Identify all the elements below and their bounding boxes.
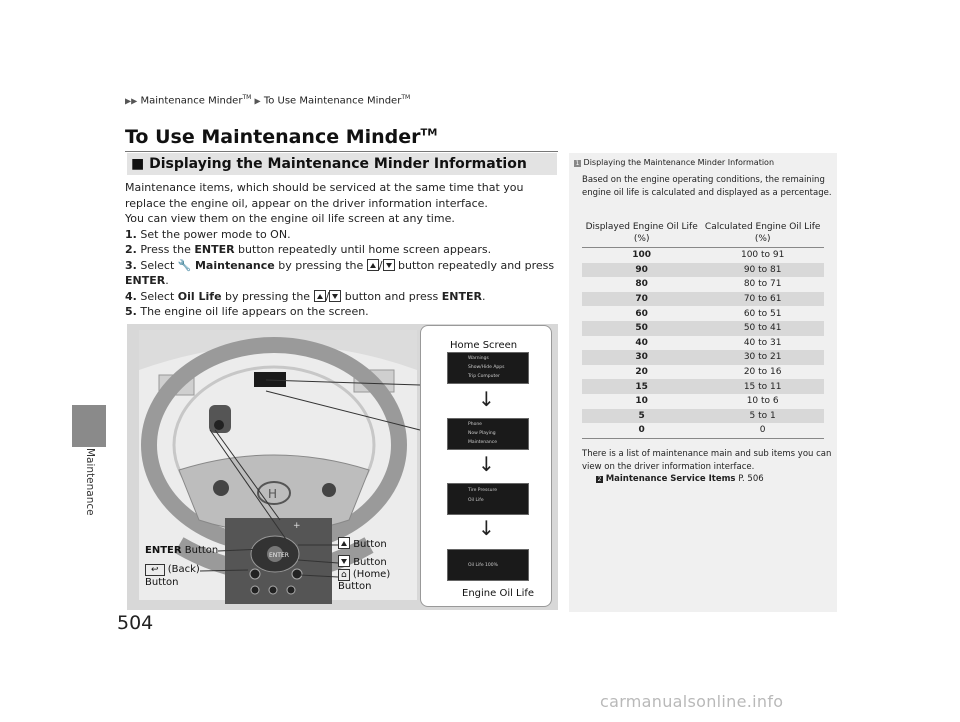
- down-button-label: Button: [338, 555, 387, 568]
- arrow-down-icon: ↓: [478, 452, 495, 476]
- back-button-caption: Button: [145, 577, 179, 588]
- table-row: 70 70 to 61: [582, 292, 824, 307]
- note-text: Based on the engine operating conditions, the remaining engine oil life is calculated and displayed as a percentage.: [582, 175, 832, 198]
- breadcrumb-part2[interactable]: To Use Maintenance Minder: [263, 95, 402, 107]
- oil-life-screen-display: Oil Life 100%: [447, 549, 529, 581]
- breadcrumb-arrow-icon: ▶▶: [125, 96, 138, 106]
- breadcrumb-arrow-icon: ▶: [254, 96, 261, 106]
- trademark: TM: [242, 94, 252, 101]
- home-button-caption: Button: [338, 581, 372, 592]
- table-header-displayed: Displayed Engine Oil Life (%): [582, 219, 701, 248]
- home-screen-display: Warnings Show/Hide Apps Trip Computer: [447, 352, 529, 384]
- back-button-label: ↩ (Back): [145, 564, 200, 576]
- page-number: 504: [117, 612, 154, 634]
- section-heading-text: Displaying the Maintenance Minder Information: [149, 156, 527, 172]
- home-button-label: ⌂ (Home): [338, 569, 390, 581]
- engine-oil-life-label: Engine Oil Life: [462, 588, 535, 599]
- table-row: 0 0: [582, 423, 824, 438]
- menu-screen-display: Phone Now Playing Maintenance: [447, 418, 529, 450]
- table-row: 10 10 to 6: [635, 396, 779, 407]
- section-marker-icon: ■: [131, 156, 145, 172]
- down-key-icon: [338, 555, 350, 567]
- table-row: 90 90 to 81: [582, 263, 824, 278]
- table-row: 50 50 to 41: [582, 321, 824, 336]
- step-3: 3. Select 🔧 Maintenance by pressing the / button repeatedly and press ENTER.: [125, 258, 555, 287]
- intro-paragraph-2: You can view them on the engine oil life screen at any time.: [125, 212, 455, 225]
- arrow-down-icon: ↓: [478, 387, 495, 411]
- step-1: 1. Set the power mode to ON.: [125, 227, 291, 241]
- svg-text:+: +: [293, 521, 301, 531]
- note-heading: 1 Displaying the Maintenance Minder Information: [575, 158, 775, 167]
- trademark: TM: [401, 94, 411, 101]
- note-footer-text: There is a list of maintenance main and sub items you can view on the driver information interface.: [582, 449, 832, 472]
- table-row: 15 15 to 11: [582, 379, 824, 394]
- back-icon: ↩: [145, 564, 165, 576]
- step-5: 5. The engine oil life appears on the screen.: [125, 305, 369, 318]
- svg-text:H: H: [268, 487, 278, 501]
- svg-text:ENTER: ENTER: [269, 552, 289, 559]
- page-title-text: To Use Maintenance Minder: [125, 126, 421, 148]
- note-footer: [582, 448, 834, 486]
- maintenance-screen-display: Tire Pressure Oil Life: [447, 483, 529, 515]
- wrench-icon: 🔧: [177, 258, 192, 272]
- watermark: carmanualsonline.info: [600, 692, 784, 711]
- trademark: TM: [420, 127, 438, 139]
- breadcrumb-part1[interactable]: Maintenance Minder: [140, 95, 243, 107]
- step-2: 2. Press the ENTER button repeatedly until home screen appears.: [125, 243, 492, 256]
- enter-button-label: ENTER Button: [145, 545, 219, 556]
- table-row: 5 5 to 1: [582, 409, 824, 424]
- reference-arrow-icon: 2: [597, 476, 602, 483]
- up-key-icon: [338, 537, 350, 549]
- home-icon: ⌂: [338, 569, 350, 581]
- table-row: 80 80 to 71: [635, 279, 782, 290]
- table-header-calculated: Calculated Engine Oil Life (%): [701, 219, 824, 248]
- section-side-label: Maintenance: [84, 448, 96, 516]
- table-row: 40 40 to 31: [635, 337, 782, 348]
- arrow-down-icon: ↓: [478, 516, 495, 540]
- table-row: 60 60 to 51: [635, 308, 782, 319]
- table-row: 20 20 to 16: [635, 367, 782, 378]
- table-row: 100 100 to 91: [632, 250, 785, 261]
- intro-paragraph: Maintenance items, which should be serviced at the same time that you replace the engine oil, appear on the driver information interface.: [125, 181, 524, 210]
- table-row: 30 30 to 21: [582, 350, 824, 365]
- step-4: 4. Select Oil Life by pressing the / button and press ENTER.: [125, 289, 486, 303]
- service-items-reference[interactable]: 2 Maintenance Service Items P. 506: [597, 474, 764, 484]
- up-button-label: Button: [338, 537, 387, 550]
- oil-life-table: [582, 219, 824, 439]
- home-screen-label: Home Screen: [450, 340, 518, 351]
- note-icon: 1: [575, 160, 580, 167]
